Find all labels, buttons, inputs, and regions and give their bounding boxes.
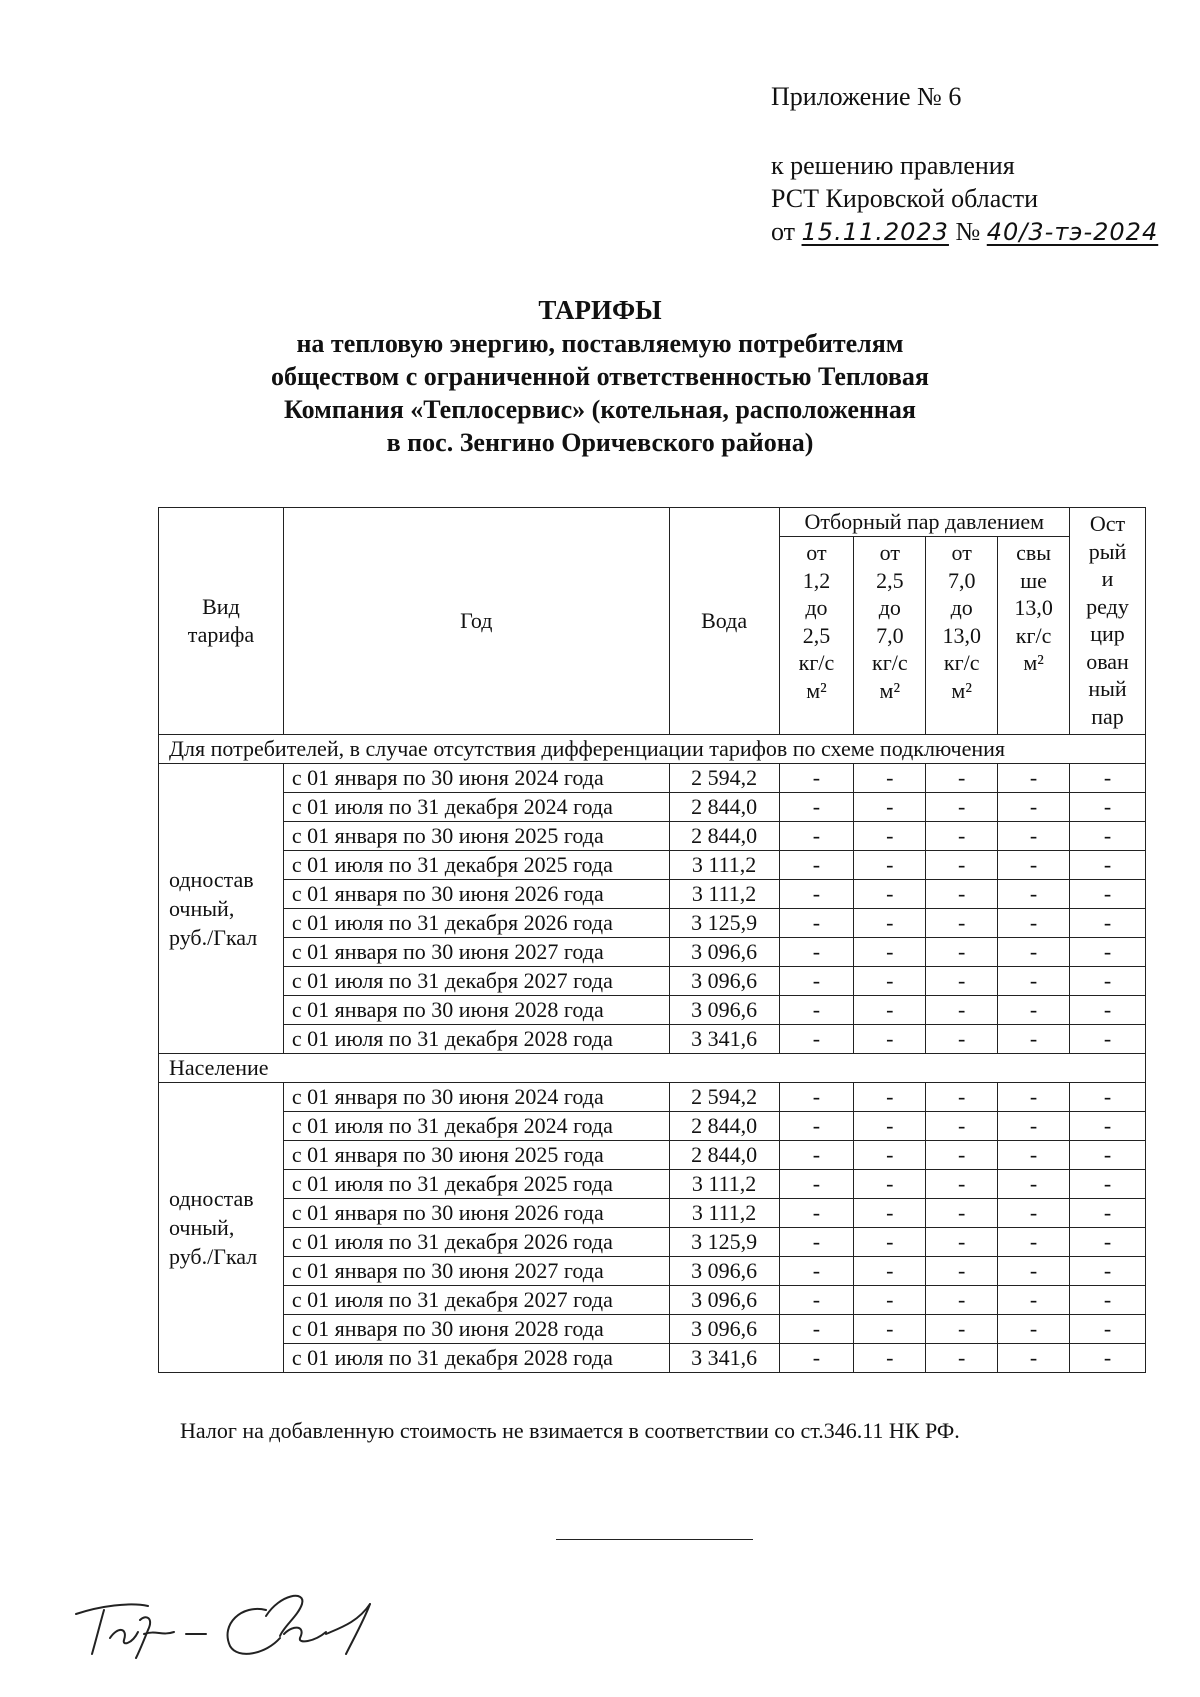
steam-tariff-cell: - <box>926 764 998 793</box>
tariff-type-cell <box>159 764 284 1054</box>
steam-tariff-cell: - <box>1070 793 1146 822</box>
water-tariff-cell: 3 125,9 <box>669 1228 779 1257</box>
period-cell: с 01 января по 30 июня 2025 года <box>283 822 669 851</box>
steam-tariff-cell: - <box>998 793 1070 822</box>
steam-tariff-cell: - <box>998 1286 1070 1315</box>
steam-tariff-cell: - <box>926 1199 998 1228</box>
table-row <box>159 1170 1146 1199</box>
steam-tariff-cell: - <box>998 1257 1070 1286</box>
title-line: в пос. Зенгино Оричевского района) <box>386 428 814 457</box>
steam-tariff-cell: - <box>926 1170 998 1199</box>
steam-tariff-cell: - <box>779 1344 854 1373</box>
steam-tariff-cell: - <box>998 764 1070 793</box>
water-tariff-cell: 3 125,9 <box>669 909 779 938</box>
steam-tariff-cell: - <box>854 996 926 1025</box>
steam-tariff-cell: - <box>998 1199 1070 1228</box>
header-steam-2-5-7: от 2,5 до 7,0 кг/с м² <box>854 537 926 735</box>
steam-tariff-cell: - <box>779 880 854 909</box>
tariff-type-line: очный, <box>169 896 235 921</box>
steam-tariff-cell: - <box>1070 1141 1146 1170</box>
period-cell: с 01 января по 30 июня 2028 года <box>283 1315 669 1344</box>
water-tariff-cell: 3 096,6 <box>669 938 779 967</box>
header-steam-over-13: свы ше 13,0 кг/с м² <box>998 537 1070 735</box>
steam-tariff-cell: - <box>998 1025 1070 1054</box>
tariff-table <box>158 507 1146 1373</box>
steam-tariff-cell: - <box>1070 764 1146 793</box>
steam-tariff-cell: - <box>926 967 998 996</box>
steam-tariff-cell: - <box>926 909 998 938</box>
steam-tariff-cell: - <box>998 1112 1070 1141</box>
steam-tariff-cell: - <box>854 880 926 909</box>
steam-tariff-cell: - <box>779 909 854 938</box>
steam-tariff-cell: - <box>779 1170 854 1199</box>
table-row <box>159 1141 1146 1170</box>
water-tariff-cell: 3 096,6 <box>669 1257 779 1286</box>
steam-tariff-cell: - <box>779 1315 854 1344</box>
steam-tariff-cell: - <box>854 1315 926 1344</box>
table-row <box>159 1228 1146 1257</box>
steam-tariff-cell: - <box>779 793 854 822</box>
steam-tariff-cell: - <box>998 1083 1070 1112</box>
period-cell: с 01 января по 30 июня 2025 года <box>283 1141 669 1170</box>
water-tariff-cell: 3 111,2 <box>669 851 779 880</box>
steam-tariff-cell: - <box>854 764 926 793</box>
table-row <box>159 1083 1146 1112</box>
steam-tariff-cell: - <box>854 1257 926 1286</box>
steam-tariff-cell: - <box>854 1286 926 1315</box>
water-tariff-cell: 2 844,0 <box>669 793 779 822</box>
steam-tariff-cell: - <box>854 1141 926 1170</box>
steam-tariff-cell: - <box>926 1228 998 1257</box>
steam-tariff-cell: - <box>998 1228 1070 1257</box>
tariff-type-cell <box>159 1083 284 1373</box>
tariff-type-line: руб./Гкал <box>169 1244 258 1269</box>
table-row <box>159 1344 1146 1373</box>
steam-tariff-cell: - <box>779 1199 854 1228</box>
steam-tariff-cell: - <box>1070 1199 1146 1228</box>
signature-image <box>70 1584 400 1664</box>
steam-tariff-cell: - <box>1070 1315 1146 1344</box>
table-row <box>159 938 1146 967</box>
steam-tariff-cell: - <box>926 851 998 880</box>
date-prefix: от <box>771 217 796 246</box>
water-tariff-cell: 3 111,2 <box>669 880 779 909</box>
attachment-date-line <box>771 215 1158 249</box>
tariff-type-line: одностав <box>169 1186 254 1211</box>
steam-tariff-cell: - <box>926 1025 998 1054</box>
steam-tariff-cell: - <box>926 1344 998 1373</box>
water-tariff-cell: 2 844,0 <box>669 1112 779 1141</box>
handwritten-number: 40/3-тэ-2024 <box>986 218 1159 246</box>
steam-tariff-cell: - <box>779 851 854 880</box>
period-cell: с 01 июля по 31 декабря 2028 года <box>283 1344 669 1373</box>
steam-tariff-cell: - <box>998 880 1070 909</box>
steam-tariff-cell: - <box>779 1112 854 1141</box>
steam-tariff-cell: - <box>998 909 1070 938</box>
steam-tariff-cell: - <box>998 1141 1070 1170</box>
steam-tariff-cell: - <box>1070 1286 1146 1315</box>
period-cell: с 01 июля по 31 декабря 2024 года <box>283 793 669 822</box>
steam-tariff-cell: - <box>1070 909 1146 938</box>
steam-tariff-cell: - <box>998 967 1070 996</box>
tariff-type-line: очный, <box>169 1215 235 1240</box>
section-title: Для потребителей, в случае отсутствия дифференциации тарифов по схеме подключения <box>159 735 1146 764</box>
steam-tariff-cell: - <box>854 1112 926 1141</box>
attachment-number: Приложение № 6 <box>771 82 962 111</box>
steam-tariff-cell: - <box>779 764 854 793</box>
steam-tariff-cell: - <box>854 1170 926 1199</box>
table-row <box>159 1112 1146 1141</box>
period-cell: с 01 июля по 31 декабря 2027 года <box>283 967 669 996</box>
steam-tariff-cell: - <box>926 938 998 967</box>
handwritten-date: 15.11.2023 <box>801 218 949 246</box>
steam-tariff-cell: - <box>779 1083 854 1112</box>
section-row <box>159 1054 1146 1083</box>
water-tariff-cell: 3 341,6 <box>669 1025 779 1054</box>
section-title: Население <box>159 1054 1146 1083</box>
document-title <box>0 294 1200 459</box>
table-row <box>159 1257 1146 1286</box>
attachment-block <box>771 80 1158 249</box>
water-tariff-cell: 3 096,6 <box>669 1286 779 1315</box>
table-row <box>159 996 1146 1025</box>
steam-tariff-cell: - <box>926 793 998 822</box>
steam-tariff-cell: - <box>779 822 854 851</box>
steam-tariff-cell: - <box>1070 1257 1146 1286</box>
header-steam-7-13: от 7,0 до 13,0 кг/с м² <box>926 537 998 735</box>
header-steam-group: Отборный пар давлением <box>779 508 1069 537</box>
section-row <box>159 735 1146 764</box>
steam-tariff-cell: - <box>1070 851 1146 880</box>
period-cell: с 01 июля по 31 декабря 2026 года <box>283 909 669 938</box>
period-cell: с 01 июля по 31 декабря 2024 года <box>283 1112 669 1141</box>
water-tariff-cell: 3 096,6 <box>669 996 779 1025</box>
steam-tariff-cell: - <box>926 996 998 1025</box>
steam-tariff-cell: - <box>854 793 926 822</box>
table-row <box>159 764 1146 793</box>
steam-tariff-cell: - <box>1070 1170 1146 1199</box>
period-cell: с 01 июля по 31 декабря 2025 года <box>283 851 669 880</box>
steam-tariff-cell: - <box>1070 938 1146 967</box>
steam-tariff-cell: - <box>779 996 854 1025</box>
number-prefix: № <box>955 217 981 246</box>
steam-tariff-cell: - <box>779 1257 854 1286</box>
tariff-type-line: руб./Гкал <box>169 925 258 950</box>
table-row <box>159 1286 1146 1315</box>
separator-line <box>556 1539 753 1540</box>
steam-tariff-cell: - <box>854 1025 926 1054</box>
header-year: Год <box>283 508 669 735</box>
table-row <box>159 909 1146 938</box>
table-row <box>159 1315 1146 1344</box>
steam-tariff-cell: - <box>998 851 1070 880</box>
title-line: Компания «Теплосервис» (котельная, расположенная <box>284 395 916 424</box>
steam-tariff-cell: - <box>854 1083 926 1112</box>
steam-tariff-cell: - <box>926 822 998 851</box>
water-tariff-cell: 3 096,6 <box>669 967 779 996</box>
table-row <box>159 1199 1146 1228</box>
water-tariff-cell: 3 096,6 <box>669 1315 779 1344</box>
table-row <box>159 1025 1146 1054</box>
steam-tariff-cell: - <box>779 1228 854 1257</box>
steam-tariff-cell: - <box>926 1315 998 1344</box>
steam-tariff-cell: - <box>926 1257 998 1286</box>
period-cell: с 01 января по 30 июня 2024 года <box>283 764 669 793</box>
table-row <box>159 880 1146 909</box>
steam-tariff-cell: - <box>854 851 926 880</box>
period-cell: с 01 января по 30 июня 2027 года <box>283 1257 669 1286</box>
table-row <box>159 851 1146 880</box>
steam-tariff-cell: - <box>1070 1025 1146 1054</box>
header-steam-1-2-5: от 1,2 до 2,5 кг/с м² <box>779 537 854 735</box>
steam-tariff-cell: - <box>998 822 1070 851</box>
tariff-type-line: одностав <box>169 867 254 892</box>
steam-tariff-cell: - <box>1070 967 1146 996</box>
steam-tariff-cell: - <box>779 1286 854 1315</box>
vat-note: Налог на добавленную стоимость не взимается в соответствии со ст.346.11 НК РФ. <box>180 1418 960 1443</box>
title-main: ТАРИФЫ <box>538 295 662 325</box>
steam-tariff-cell: - <box>998 1344 1070 1373</box>
steam-tariff-cell: - <box>1070 1112 1146 1141</box>
title-line: обществом с ограниченной ответственностью Тепловая <box>271 362 929 391</box>
table-row <box>159 793 1146 822</box>
header-tariff-type: Вид тарифа <box>159 508 284 735</box>
steam-tariff-cell: - <box>854 1344 926 1373</box>
table-row <box>159 822 1146 851</box>
period-cell: с 01 июля по 31 декабря 2026 года <box>283 1228 669 1257</box>
steam-tariff-cell: - <box>926 1141 998 1170</box>
header-sharp-steam: Ост рый и реду цир ован ный пар <box>1070 508 1146 735</box>
period-cell: с 01 января по 30 июня 2028 года <box>283 996 669 1025</box>
steam-tariff-cell: - <box>779 938 854 967</box>
period-cell: с 01 января по 30 июня 2026 года <box>283 1199 669 1228</box>
steam-tariff-cell: - <box>854 967 926 996</box>
steam-tariff-cell: - <box>926 1083 998 1112</box>
steam-tariff-cell: - <box>998 1170 1070 1199</box>
steam-tariff-cell: - <box>854 938 926 967</box>
water-tariff-cell: 2 844,0 <box>669 1141 779 1170</box>
steam-tariff-cell: - <box>854 909 926 938</box>
period-cell: с 01 января по 30 июня 2024 года <box>283 1083 669 1112</box>
period-cell: с 01 июля по 31 декабря 2028 года <box>283 1025 669 1054</box>
steam-tariff-cell: - <box>926 1112 998 1141</box>
steam-tariff-cell: - <box>1070 996 1146 1025</box>
header-water: Вода <box>669 508 779 735</box>
steam-tariff-cell: - <box>998 1315 1070 1344</box>
steam-tariff-cell: - <box>779 1025 854 1054</box>
steam-tariff-cell: - <box>926 1286 998 1315</box>
steam-tariff-cell: - <box>1070 880 1146 909</box>
attachment-decision: к решению правления <box>771 151 1015 180</box>
steam-tariff-cell: - <box>1070 1083 1146 1112</box>
steam-tariff-cell: - <box>1070 1228 1146 1257</box>
steam-tariff-cell: - <box>1070 822 1146 851</box>
water-tariff-cell: 3 341,6 <box>669 1344 779 1373</box>
water-tariff-cell: 3 111,2 <box>669 1170 779 1199</box>
period-cell: с 01 июля по 31 декабря 2027 года <box>283 1286 669 1315</box>
water-tariff-cell: 2 594,2 <box>669 1083 779 1112</box>
water-tariff-cell: 2 844,0 <box>669 822 779 851</box>
steam-tariff-cell: - <box>998 938 1070 967</box>
steam-tariff-cell: - <box>854 1199 926 1228</box>
period-cell: с 01 января по 30 июня 2027 года <box>283 938 669 967</box>
title-line: на тепловую энергию, поставляемую потребителям <box>296 329 904 358</box>
period-cell: с 01 января по 30 июня 2026 года <box>283 880 669 909</box>
water-tariff-cell: 3 111,2 <box>669 1199 779 1228</box>
steam-tariff-cell: - <box>854 822 926 851</box>
steam-tariff-cell: - <box>779 1141 854 1170</box>
table-row <box>159 967 1146 996</box>
steam-tariff-cell: - <box>998 996 1070 1025</box>
steam-tariff-cell: - <box>854 1228 926 1257</box>
water-tariff-cell: 2 594,2 <box>669 764 779 793</box>
period-cell: с 01 июля по 31 декабря 2025 года <box>283 1170 669 1199</box>
attachment-authority: РСТ Кировской области <box>771 184 1039 213</box>
steam-tariff-cell: - <box>1070 1344 1146 1373</box>
steam-tariff-cell: - <box>926 880 998 909</box>
header-row <box>159 508 1146 537</box>
steam-tariff-cell: - <box>779 967 854 996</box>
